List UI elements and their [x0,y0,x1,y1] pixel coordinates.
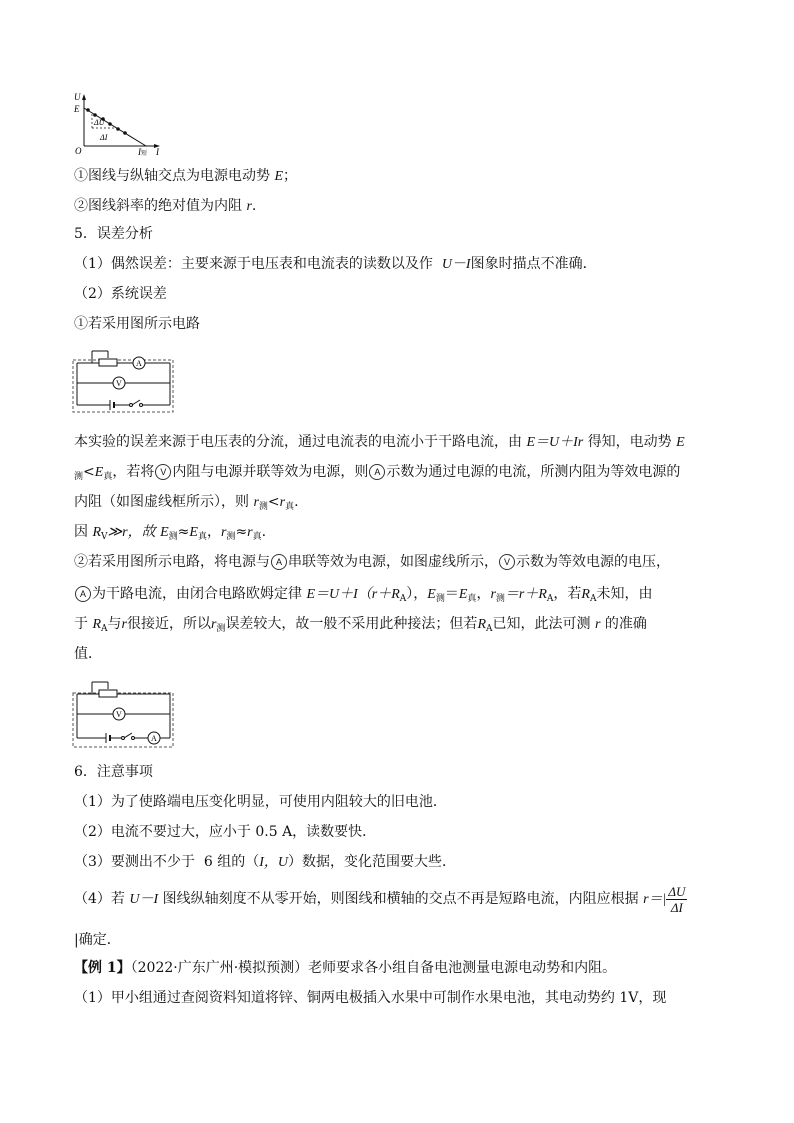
note-1: （1）为了使路端电压变化明显，可使用内阻较大的旧电池． [74,794,447,810]
ammeter-1: A [136,359,142,368]
line-1: ①图线与纵轴交点为电源电动势 E； [74,168,298,184]
ammeter-symbol: A [369,464,385,480]
graph-du: ΔU [94,118,105,127]
para-1-line-2: $_测<E_真$，若将 V 内阻与电源并联等效为电源，则 A 示数为通过电源的电流，所测内阻为等效电源的 [74,464,681,482]
line-4: （1）偶然误差：主要来源于电压表和电流表的读数以及作 U－I图象时描点不准确． [74,256,597,272]
para-3-line-2: A 为干路电流，由闭合电路欧姆定律 $E=U+I(r+R_A)$，$E_测=E_真$，$r_测=r+R_A$，若$R_A$未知，由 [74,584,728,606]
ui-graph [70,90,170,160]
voltmeter-symbol: V [155,464,171,480]
example-1: 【例 1】（2022·广东广州·模拟预测）老师要求各小组自备电池测量电源电动势和内阻。 [74,960,617,976]
section-6: 6．注意事项 [74,764,153,780]
para-2: 因 $R_V≫r$，故 $E_测\approx E_真$，$r_测\approx r_真$. [74,524,267,542]
note-4-end: |确定． [74,932,121,948]
graph-i: I [156,147,159,157]
circuit-1 [70,345,180,415]
line-5: （2）系统误差 [74,286,167,302]
graph-i-short: I短 [138,147,148,157]
graph-u: U [74,92,81,102]
circuit-2 [70,678,180,750]
voltmeter-1: V [116,379,122,388]
section-5: 5．误差分析 [74,226,153,242]
note-3: （3）要测出不少于 6 组的（I，U）数据，变化范围要大些． [74,854,456,870]
para-3-line-3: 于 $R_A$与r很接近，所以$r_测$误差较大，故一般不采用此种接法；但若$R_A$已知，此法可测 r 的准确 [74,616,647,634]
line-6: ①若采用图所示电路 [74,316,200,332]
para-1-line-1: 本实验的误差来源于电压表的分流，通过电流表的电流小于干路电流，由 E＝U＋Ir 得知，电动势 E [74,434,685,450]
example-1-q1: （1）甲小组通过查阅资料知道将锌、铜两电极插入水果中可制作水果电池，其电动势约 1V，现 [74,990,667,1006]
graph-e: E [74,104,80,114]
para-1-line-3: 内阻（如图虚线框所示），则 $r_测<r_真$. [74,494,299,512]
para-3-line-1: ②若采用图所示电路，将电源与 A 串联等效为电源，如图虚线所示， V 示数为等效电源的电压， [74,554,670,570]
ammeter-2: A [151,734,157,743]
line-2: ②图线斜率的绝对值为内阻 r. [74,198,257,214]
note-2: （2）电流不要过大，应小于 0.5 A，读数要快． [74,824,377,840]
para-3-line-4: 值． [74,646,102,662]
graph-di: ΔI [100,133,108,142]
fraction: $\frac{\Delta U}{\Delta I}$ [668,883,686,915]
note-4: （4）若 U－I 图线纵轴刻度不从零开始，则图线和横轴的交点不再是短路电流，内阻应根据 r＝| $\frac{\Delta U}{\Delta I}$ [74,883,686,915]
graph-origin: O [75,146,82,156]
voltmeter-2: V [116,710,122,719]
